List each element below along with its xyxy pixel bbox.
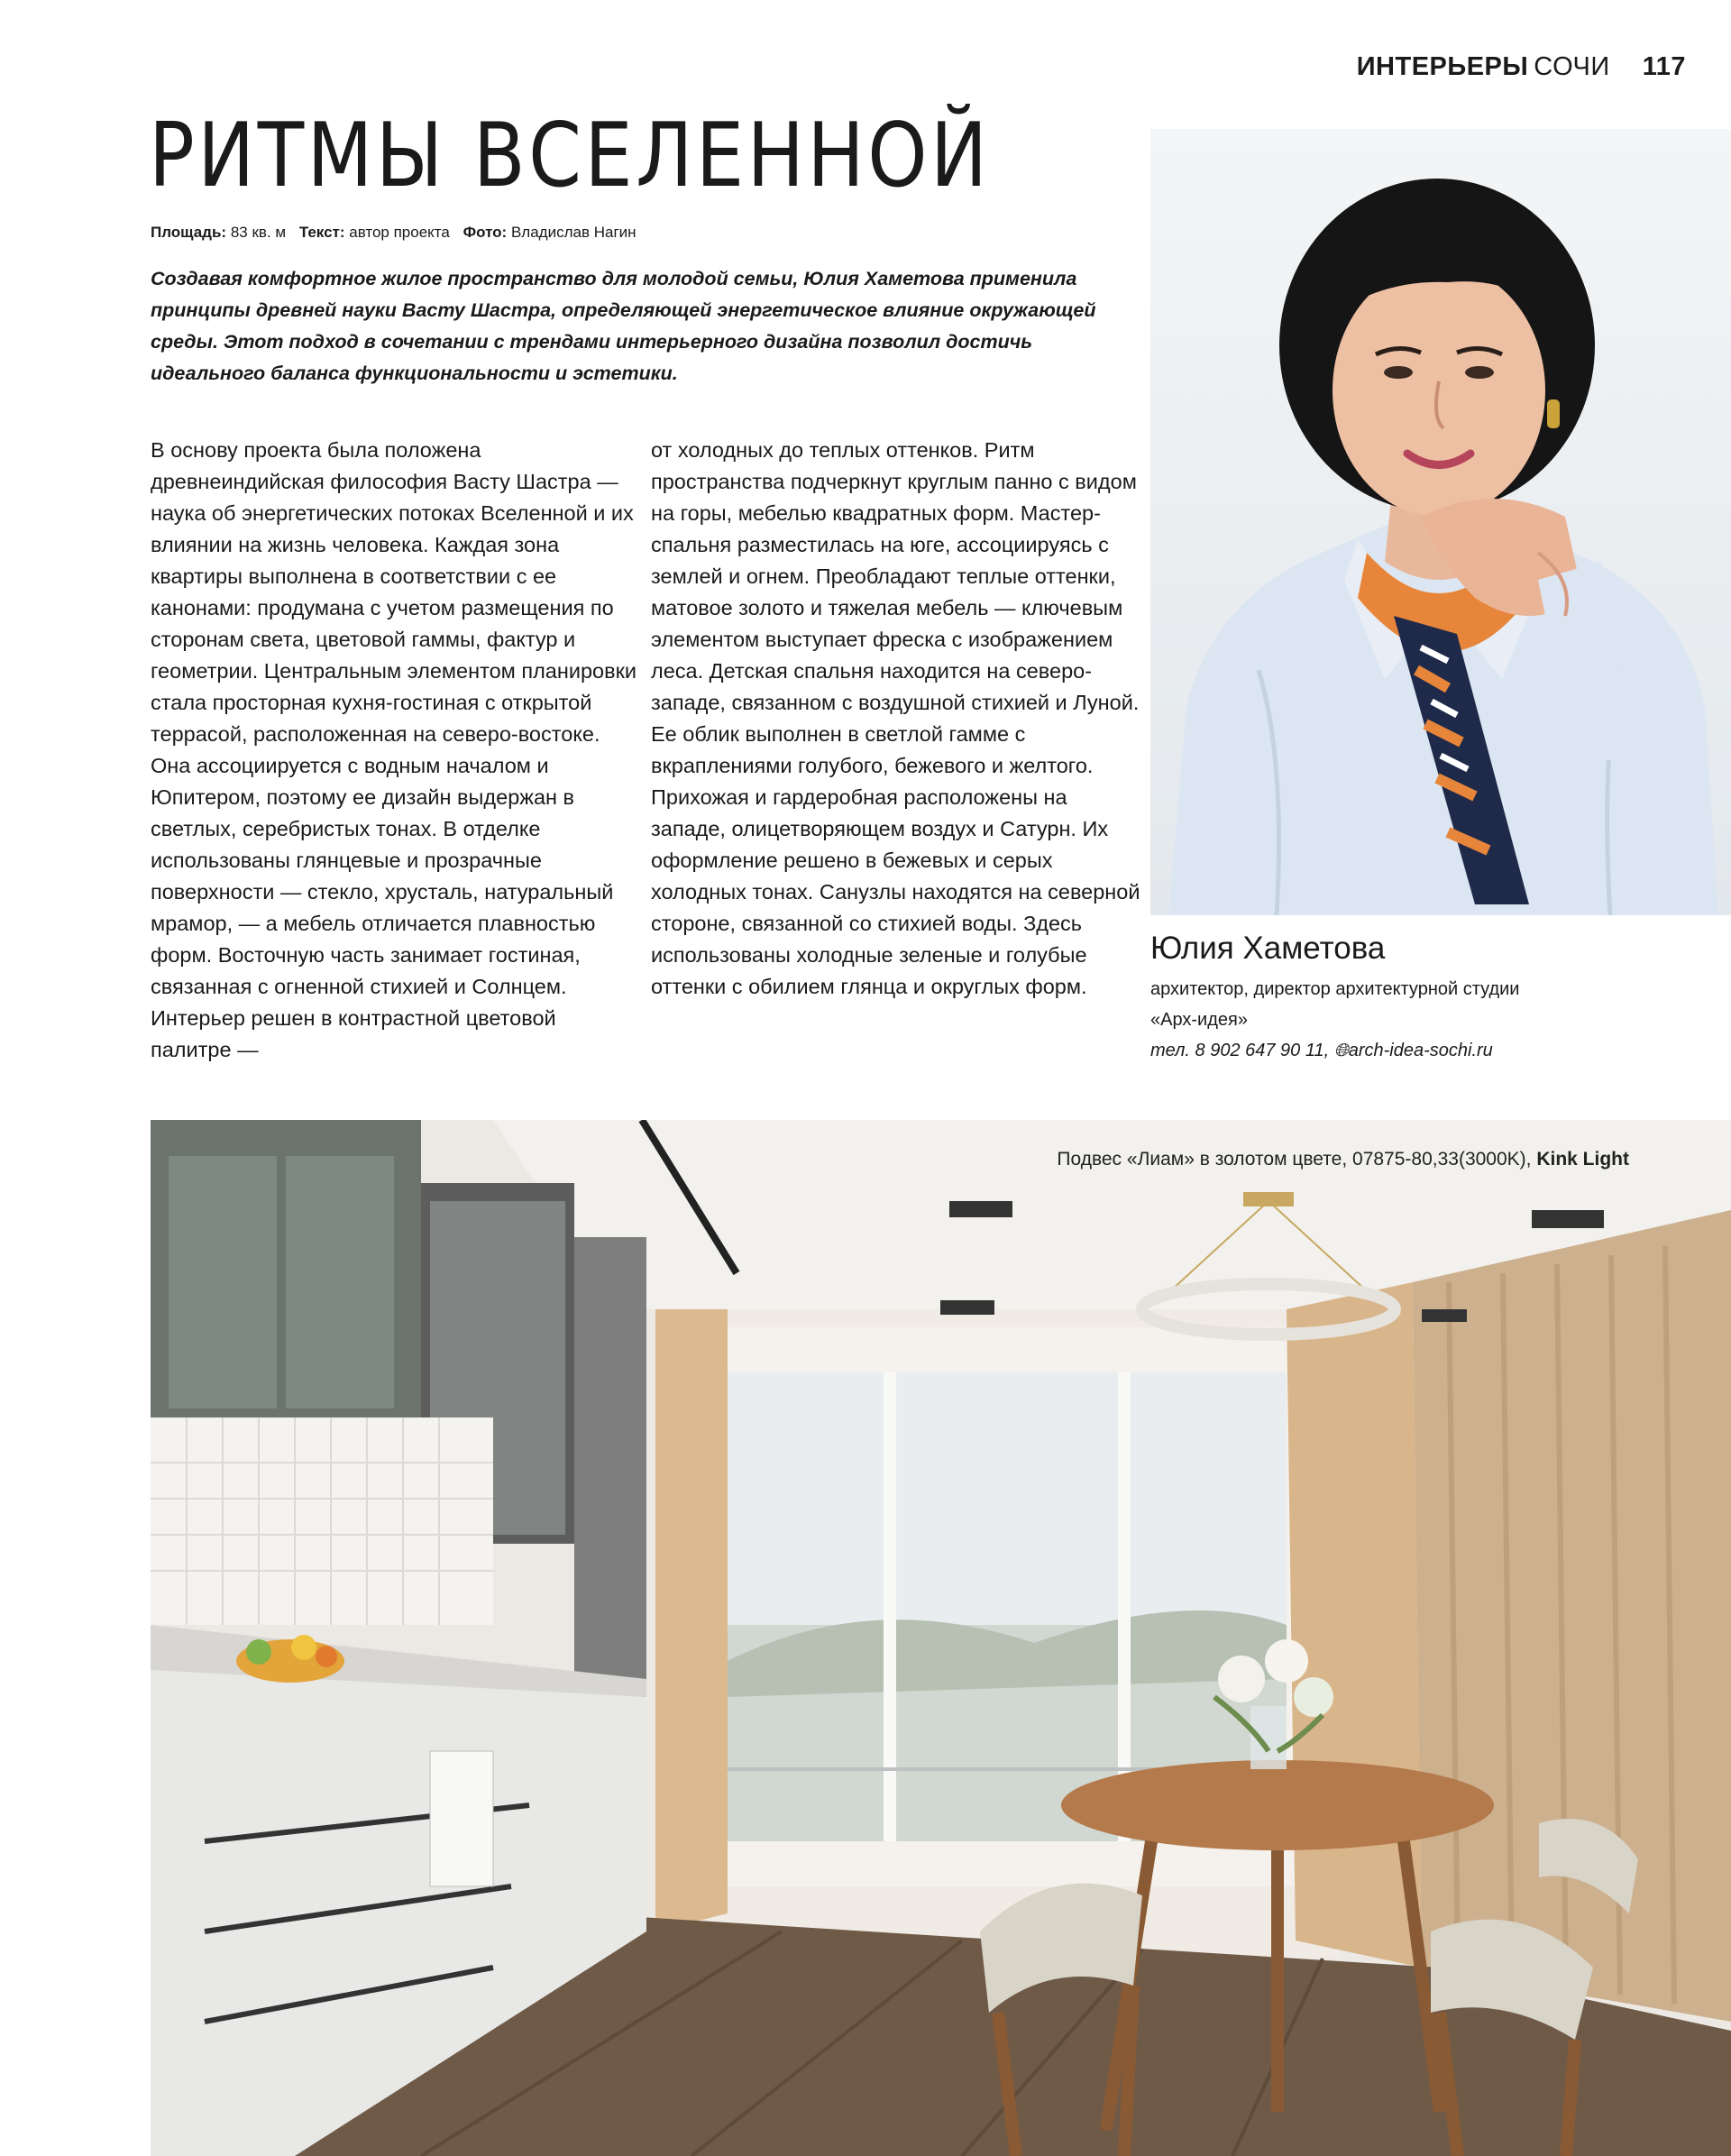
author-phone: тел. 8 902 647 90 11, (1150, 1041, 1330, 1060)
photo-caption (1057, 1149, 1629, 1170)
section-city: СОЧИ (1534, 52, 1610, 81)
caption-text: Подвес «Лиам» в золотом цвете, 07875-80,33(3000K), (1057, 1149, 1532, 1170)
caption-brand: Kink Light (1536, 1149, 1629, 1170)
page-number: 117 (1642, 52, 1686, 81)
author-portrait (1150, 129, 1731, 915)
text-label: Текст: (298, 224, 345, 241)
article-lead: Создавая комфортное жилое пространство для молодой семьи, Юлия Хаметова применила принципы древней науки Васту Шастра, определяющей энергетическое влияние окружающей среды. Этот подход в сочетании с трендами интерьерного дизайна позволил достичь идеального баланса функциональности и эстетики. (151, 268, 1096, 384)
photo-value: Владислав Нагин (510, 224, 637, 241)
photo-label: Фото: (463, 224, 508, 241)
globe-icon: 🌐︎ (1333, 1041, 1349, 1060)
author-bio (1150, 974, 1519, 1066)
author-website[interactable]: arch-idea-sochi.ru (1348, 1041, 1493, 1060)
area-value: 83 кв. м (230, 224, 287, 241)
author-name: Юлия Хаметова (1150, 931, 1386, 966)
author-studio: «Арх-идея» (1150, 1010, 1248, 1030)
author-contacts (1150, 1035, 1519, 1066)
body-column-1: В основу проекта была положена древнеиндийская философия Васту Шастра — наука об энергетических потоках Вселенной и их влиянии на жизнь человека. Каждая зона квартиры выполнена в соответствии с ее канонами: продумана с учетом размещения по сторонам света, цветовой гаммы, фактур и геометрии. Центральным элементом планировки стала просторная кухня-гостиная с открытой террасой, расположенная на северо-востоке. Она ассоциируется с водным началом и Юпитером, поэтому ее дизайн выдержан в светлых, серебристых тонах. В отделке использованы глянцевые и прозрачные поверхности — стекло, хрусталь, натуральный мрамор, — а мебель отличается плавностью форм. Восточную часть занимает гостиная, связанная с огненной стихией и Солнцем. Интерьер решен в контрастной цветовой палитре — (151, 438, 637, 1061)
text-value: автор проекта (349, 224, 450, 241)
article-title: РИТМЫ ВСЕЛЕННОЙ (149, 105, 991, 207)
running-head (1357, 52, 1686, 82)
section-name: ИНТЕРЬЕРЫ (1356, 52, 1529, 81)
article-credits (151, 224, 637, 242)
author-role: архитектор, директор архитектурной студии (1150, 979, 1520, 999)
body-column-2: от холодных до теплых оттенков. Ритм пространства подчеркнут круглым панно с видом на горы, мебелью квадратных форм. Мастер-спальня разместилась на юге, ассоциируясь с землей и огнем. Преобладают теплые оттенки, матовое золото и тяжелая мебель — ключевым элементом выступает фреска с изображением леса. Детская спальня находится на северо-западе, связанном с воздушной стихией и Луной. Ее облик выполнен в светлой гамме с вкраплениями голубого, бежевого и желтого. Прихожая и гардеробная расположены на западе, олицетворяющем воздух и Сатурн. Их оформление решено в бежевых и серых холодных тонах. Санузлы находятся на северной стороне, связанной со стихией воды. Здесь использованы холодные зеленые и голубые оттенки с обилием глянца и округлых форм. (651, 438, 1140, 998)
area-label: Площадь: (151, 224, 227, 241)
interior-photo (151, 1120, 1731, 2156)
